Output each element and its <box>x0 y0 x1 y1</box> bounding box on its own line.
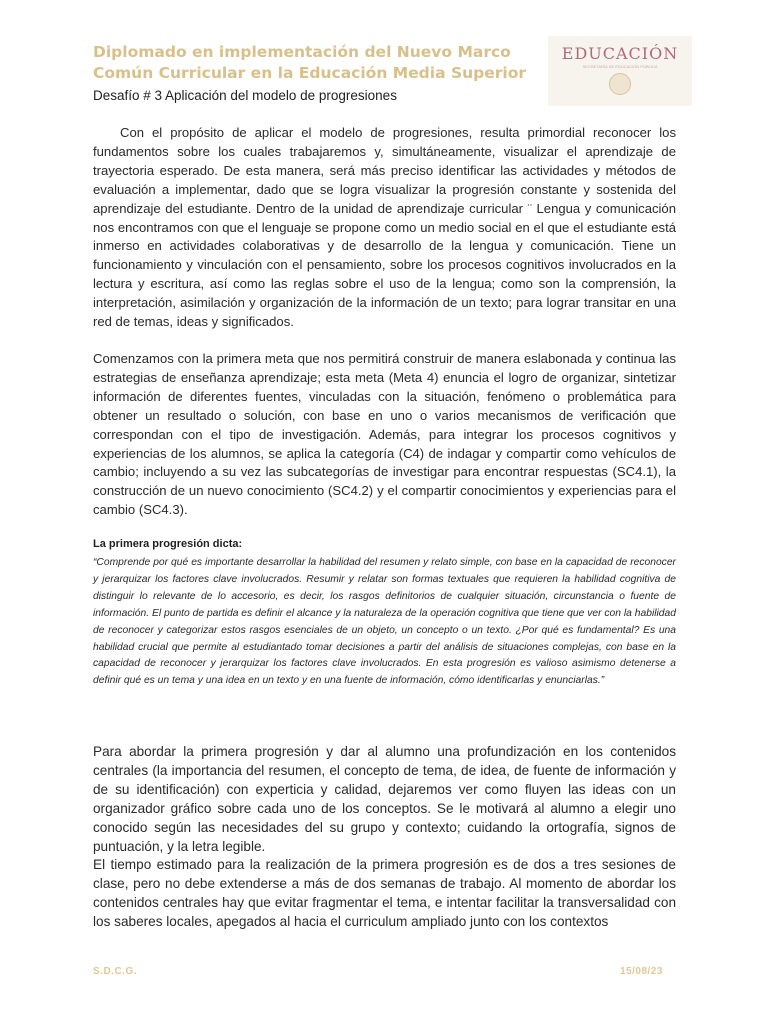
logo-tagline: SECRETARÍA DE EDUCACIÓN PÚBLICA <box>582 64 658 69</box>
paragraph-time-text: El tiempo estimado para la realización de la primera progresión es de dos a tres sesiones de clase, pero no debe extenderse a más de dos semanas de trabajo. Al momento de abordar los contenidos centrales hay que evitar fragmentar el tema, e intentar facilitar la transversalidad con los saberes locales, apegados al hacia el curriculum ampliado junto con los contextos <box>93 857 676 930</box>
paragraph-approach-text: Para abordar la primera progresión y dar al alumno una profundización en los contenidos centrales (la importancia del resumen, el concepto de tema, de idea, de fuente de información y de su identificación) con experticia y calidad, dejaremos ver como fluyen las ideas con un organizador gráfico sobre cada uno de los conceptos. Se le motivará al alumno a elegir uno conocido según las necesidades del su grupo y contexto; cuidando la ortografía, signos de puntuación, y la letra legible. <box>93 744 676 854</box>
paragraph-approach <box>93 743 676 932</box>
progression-quote: “Comprende por qué es importante desarrollar la habilidad del resumen y relato simple, con base en la capacidad de reconocer y jerarquizar los factores clave involucrados. Resumir y relatar son formas textuales que requieren la habilidad cognitiva de distinguir lo relevante de lo accesorio, es decir, los rasgos definitorios de cualquier situación, circunstancia o fuente de información. El punto de partida es definir el alcance y la naturaleza de la operación cognitiva que tiene que ver con la habilidad de reconocer y categorizar estos rasgos esenciales de un objeto, un concepto o un texto. ¿Por qué es fundamental? Es una habilidad crucial que permite al estudiantado tomar decisiones a partir del análisis de situaciones complejas, con base en la capacidad de reconocer y jerarquizar los factores clave involucrados. En esta progresión es valioso asimismo detenerse a definir qué es un tema y una idea en un texto y en una fuente de información, cómo identificarlas y enunciarlas.” <box>93 557 676 687</box>
document-subtitle: Desafío # 3 Aplicación del modelo de progresiones <box>93 88 397 103</box>
footer-org: S.D.C.G. <box>93 966 138 977</box>
logo-text: EDUCACIÓN <box>561 44 679 63</box>
seal-icon <box>609 73 631 95</box>
document-title: Diplomado en implementación del Nuevo Marco Común Curricular en la Educación Media Superior <box>93 43 527 82</box>
paragraph-intro: Con el propósito de aplicar el modelo de progresiones, resulta primordial reconocer los fundamentos sobre los cuales trabajaremos y, simultáneamente, visualizar el aprendizaje de trayectoria esperado. De esta manera, será más preciso identificar las actividades y métodos de evaluación a implementar, dado que se logra visualizar la progresión constante y sostenida del aprendizaje del estudiante. Dentro de la unidad de aprendizaje curricular ¨ Lengua y comunicación nos encontramos con que el lenguaje se propone como un medio social en el que el estudiante está inmerso en actividades colaborativas y de desarrollo de la lengua y comunicación. Tiene un funcionamiento y vinculación con el pensamiento, sobre los procesos cognitivos involucrados en la lectura y escritura, así como las reglas sobre el uso de la lengua; como son la comprensión, la interpretación, asimilación y organización de la información de un texto; para lograr transitar en una red de temas, ideas y significados. <box>93 125 676 330</box>
footer-date: 15/08/23 <box>620 966 663 977</box>
quote-heading: La primera progresión dicta: <box>93 538 243 550</box>
paragraph-goal: Comenzamos con la primera meta que nos permitirá construir de manera eslabonada y continua las estrategias de enseñanza aprendizaje; esta meta (Meta 4) enuncia el logro de organizar, sintetizar información de diferentes fuentes, vinculadas con la situación, fenómeno o problemática para obtener un resultado o solución, con base en uno o varios mecanismos de verificación que correspondan con el tipo de investigación. Además, para integrar los procesos cognitivos y experiencias de los alumnos, se aplica la categoría (C4) de indagar y compartir como vehículos de cambio; incluyendo a su vez las subcategorías de investigar para encontrar respuestas (SC4.1), la construcción de un nuevo conocimiento (SC4.2) y el compartir conocimientos y experiencias para el cambio (SC4.3). <box>93 351 676 518</box>
education-logo <box>548 36 692 106</box>
